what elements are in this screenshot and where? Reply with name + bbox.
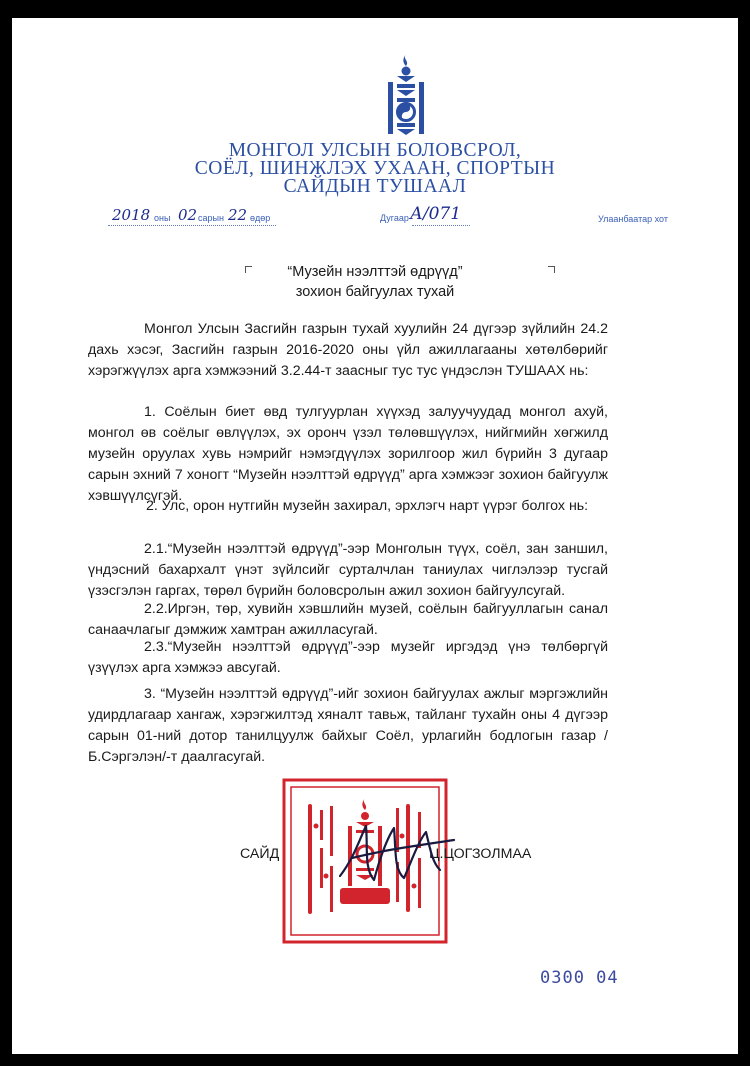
month-label: сарын [198,213,224,223]
date-year: 2018 [112,206,151,224]
serial-number: 0300 04 [540,968,619,988]
document-page [12,18,738,1054]
date-day: 22 [228,206,248,224]
header-line-3: САЙДЫН ТУШААЛ [283,176,467,197]
city-label: Улаанбаатар хот [598,214,668,224]
number-label: Дугаар [380,213,409,223]
header-line-1: МОНГОЛ УЛСЫН БОЛОВСРОЛ, [228,140,522,161]
order-title-line-2: зохион байгуулах тухай [295,284,455,300]
handwritten-signature-icon [334,818,462,888]
order-title-line-1: “Музейн нээлттэй өдрүүд” [287,264,463,280]
item-1-paragraph: 1. Соёлын биет өвд тулгуурлан хүүхэд залуучуудад монгол ахуй, монгол өв соёлыг өвлүүлэх, эх оронч үзэл төлөвшүүлэх, нийгмийн хөгжилд музейн оруулах хувь нэмрийг нэмэгдүүлэх зорилгоор жил бүрийн 3 дугаар сарын эхний 7 хоногт “Музейн нээлттэй өдрүүд” арга хэмжээг зохион байгуулж хэвшүүлсүгэй. [88,404,608,504]
header-line-2: СОЁЛ, ШИНЖЛЭХ УХААН, СПОРТЫН [194,158,556,179]
item-2-3-paragraph: 2.3.“Музейн нээлттэй өдрүүд”-ээр музейг иргэдэд үнэ төлбөргүй үзүүлэх арга хэмжээ авсугай. [88,639,608,676]
date-month: 02 [178,206,198,224]
signatory-name: Ц.ЦОГЗОЛМАА [429,846,532,862]
item-2-1-paragraph: 2.1.“Музейн нээлттэй өдрүүд”-ээр Монголын түүх, соёл, зан заншил, үндэсний бахархалт үнэт зүйлсийг сурталчлан таниулах чиглэлээр тусгай үзэсгэлэн гаргах, төрөл бүрийн боловсролын ажил зохион байгуулсугай. [88,541,608,599]
item-2-paragraph: 2. Улс, орон нутгийн музейн захирал, эрхлэгч нарт үүрэг болгох нь: [146,498,589,514]
year-label: оны [154,213,171,223]
day-label: өдөр [250,213,271,223]
intro-paragraph: Монгол Улсын Засгийн газрын тухай хуулийн 24 дүгээр зүйлийн 24.2 дахь хэсэг, Засгийн газрын 2016-2020 оны үйл ажиллагааны хөтөлбөрийг хэрэгжүүлэх арга хэмжээний 3.2.44-т заасныг тус тус үндэслэн ТУШААХ нь: [88,321,608,379]
item-3-paragraph: 3. “Музейн нээлттэй өдрүүд”-ийг зохион байгуулах ажлыг мэргэжлийн удирдлагаар хангаж, хэрэгжилтэд хяналт тавьж, тайланг тухайн оны 4 дүгээр сарын 01-ний дотор танилцуулж байхыг Соёл, урлагийн бодлогын газар /Б.Сэргэлэн/-т даалгасугай. [88,686,608,765]
document-number: А/071 [410,204,462,224]
soyombo-emblem-icon [386,54,426,136]
signature-title: САЙД [240,846,280,862]
item-2-2-paragraph: 2.2.Иргэн, төр, хувийн хэвшлийн музей, соёлын байгууллагын санал санаачлагыг дэмжиж хамтран ажилласугай. [88,601,608,638]
